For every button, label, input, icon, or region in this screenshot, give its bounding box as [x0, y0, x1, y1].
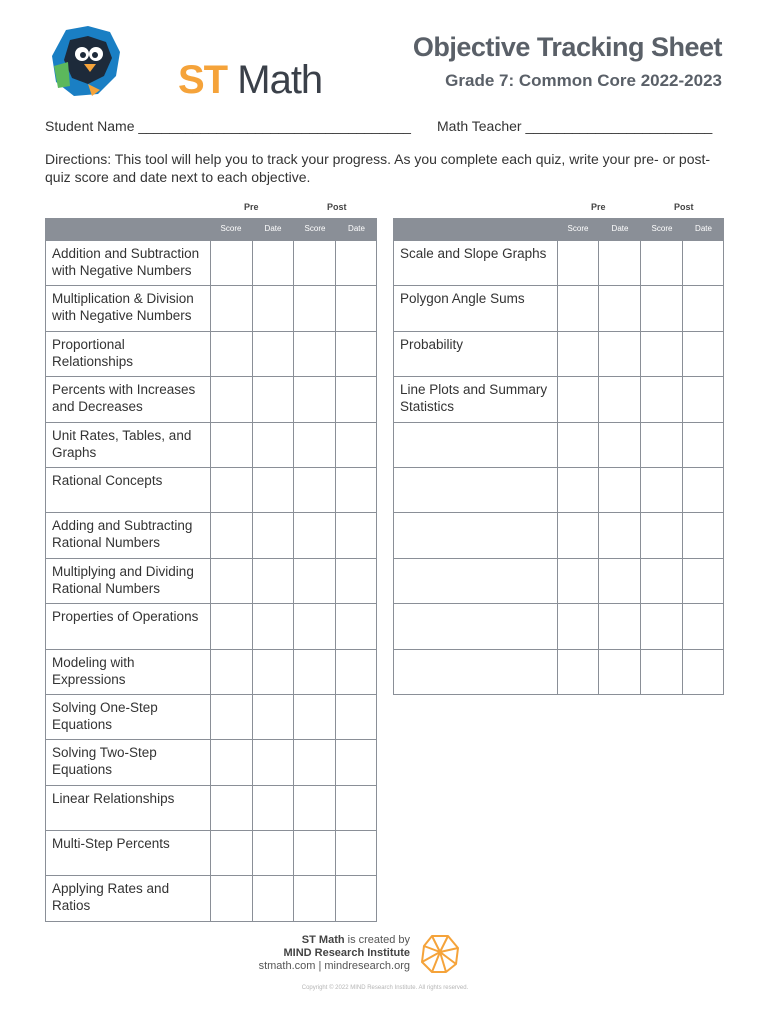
left-post-score-cell[interactable] — [294, 694, 336, 739]
left-row — [46, 604, 377, 649]
right-pre-score-cell[interactable] — [557, 649, 599, 694]
left-objective-label: Linear Relationships — [46, 785, 211, 830]
left-post-date-cell[interactable] — [336, 694, 377, 739]
left-post-score-cell[interactable] — [294, 558, 336, 603]
right-post-score-cell[interactable] — [641, 558, 683, 603]
right-post-score-cell[interactable] — [641, 649, 683, 694]
right-post-date-cell[interactable] — [683, 467, 724, 512]
right-pre-date-cell[interactable] — [599, 513, 641, 558]
left-row — [46, 286, 377, 331]
right-pre-date-cell[interactable] — [599, 286, 641, 331]
right-objective-label — [394, 422, 558, 467]
penguin-mascot-icon — [48, 26, 128, 98]
left-post-date-cell[interactable] — [336, 831, 377, 876]
left-pre-date-cell[interactable] — [252, 649, 294, 694]
left-post-score-cell[interactable] — [294, 604, 336, 649]
page-subtitle: Grade 7: Common Core 2022-2023 — [445, 71, 722, 90]
footer-credit — [250, 934, 410, 973]
right-pre-date-cell[interactable] — [599, 558, 641, 603]
right-objective-label — [394, 604, 558, 649]
left-row — [46, 649, 377, 694]
left-post-score-cell[interactable] — [294, 331, 336, 376]
left-objective-label: Multiplication & Division with Negative Numbers — [46, 286, 211, 331]
right-post-score-cell[interactable] — [641, 331, 683, 376]
left-post-date-cell[interactable] — [336, 649, 377, 694]
right-post-date-label: Date — [695, 224, 712, 233]
math-teacher-field[interactable]: Math Teacher ________________________ — [437, 118, 713, 134]
left-post-date-cell[interactable] — [336, 331, 377, 376]
st-math-logo — [48, 26, 323, 102]
left-post-score-label: Score — [304, 224, 326, 233]
left-objective-label: Multi-Step Percents — [46, 831, 211, 876]
left-pre-score-cell[interactable] — [210, 785, 252, 830]
left-post-date-cell[interactable] — [336, 467, 377, 512]
right-pre-score-cell[interactable] — [557, 331, 599, 376]
left-objective-label: Properties of Operations — [46, 604, 211, 649]
right-objective-label — [394, 558, 558, 603]
mind-brain-logo-icon — [418, 932, 462, 976]
right-post-score-cell[interactable] — [641, 241, 683, 286]
right-pre-date-cell[interactable] — [599, 377, 641, 422]
left-post-score-cell[interactable] — [294, 649, 336, 694]
right-post-score-cell[interactable] — [641, 286, 683, 331]
footer-institute: MIND Research Institute — [283, 947, 410, 959]
left-row — [46, 467, 377, 512]
left-post-date-cell[interactable] — [336, 558, 377, 603]
right-row — [394, 604, 724, 649]
left-post-score-cell[interactable] — [294, 377, 336, 422]
left-post-date-cell[interactable] — [336, 785, 377, 830]
right-post-date-cell[interactable] — [683, 558, 724, 603]
right-row — [394, 649, 724, 694]
right-row — [394, 513, 724, 558]
right-post-score-cell[interactable] — [641, 513, 683, 558]
left-pre-score-cell[interactable] — [210, 286, 252, 331]
right-post-date-cell[interactable] — [683, 422, 724, 467]
brand-wordmark — [178, 60, 322, 100]
right-objective-label: Scale and Slope Graphs — [394, 241, 558, 286]
right-row — [394, 331, 724, 376]
left-row — [46, 785, 377, 830]
left-row — [46, 513, 377, 558]
right-pre-header: Pre — [591, 202, 606, 212]
left-post-score-cell[interactable] — [294, 513, 336, 558]
left-pre-date-cell[interactable] — [252, 377, 294, 422]
right-pre-date-cell[interactable] — [599, 331, 641, 376]
left-post-date-cell[interactable] — [336, 604, 377, 649]
left-pre-date-label: Date — [264, 224, 282, 233]
right-row — [394, 377, 724, 422]
left-pre-date-cell[interactable] — [252, 831, 294, 876]
right-objective-label: Polygon Angle Sums — [394, 286, 558, 331]
left-post-score-cell[interactable] — [294, 831, 336, 876]
left-pre-score-cell[interactable] — [210, 467, 252, 512]
right-pre-date-label: Date — [611, 224, 629, 233]
right-row — [394, 422, 724, 467]
left-pre-date-cell[interactable] — [252, 241, 294, 286]
right-post-date-cell[interactable] — [683, 649, 724, 694]
right-post-score-label: Score — [651, 224, 673, 233]
right-post-date-cell[interactable] — [683, 331, 724, 376]
left-post-score-cell[interactable] — [294, 286, 336, 331]
copyright-text: Copyright © 2022 MIND Research Institute. All rights reserved. — [301, 985, 469, 991]
right-objective-label: Probability — [394, 331, 558, 376]
right-pre-score-cell[interactable] — [557, 241, 599, 286]
right-post-score-cell[interactable] — [641, 604, 683, 649]
page-title: Objective Tracking Sheet — [412, 32, 722, 62]
left-pre-date-cell[interactable] — [252, 785, 294, 830]
directions-text: Directions: This tool will help you to track your progress. As you complete each quiz, write your pre- or post-quiz score and date next to each objective. — [45, 151, 711, 185]
right-row — [394, 558, 724, 603]
brand-math: Math — [237, 58, 323, 102]
left-row — [46, 241, 377, 286]
left-row — [46, 740, 377, 785]
left-pre-score-cell[interactable] — [210, 694, 252, 739]
left-pre-score-cell[interactable] — [210, 876, 252, 921]
left-pre-score-cell[interactable] — [210, 604, 252, 649]
right-post-score-cell[interactable] — [641, 422, 683, 467]
left-objective-table — [45, 240, 377, 922]
left-post-date-cell[interactable] — [336, 241, 377, 286]
footer-links: stmath.com | mindresearch.org — [258, 960, 410, 972]
left-pre-date-cell[interactable] — [252, 286, 294, 331]
left-post-date-cell[interactable] — [336, 740, 377, 785]
right-pre-score-label: Score — [567, 224, 589, 233]
right-objective-label — [394, 513, 558, 558]
right-pre-date-cell[interactable] — [599, 649, 641, 694]
left-post-score-cell[interactable] — [294, 785, 336, 830]
left-post-date-label: Date — [348, 224, 365, 233]
left-post-date-cell[interactable] — [336, 876, 377, 921]
left-objective-label: Multiplying and Dividing Rational Numbers — [46, 558, 211, 603]
left-objective-label: Applying Rates and Ratios — [46, 876, 211, 921]
left-post-date-cell[interactable] — [336, 513, 377, 558]
left-pre-score-cell[interactable] — [210, 377, 252, 422]
left-objective-label: Addition and Subtraction with Negative Numbers — [46, 241, 211, 286]
right-pre-score-cell[interactable] — [557, 422, 599, 467]
left-post-date-cell[interactable] — [336, 286, 377, 331]
right-objective-table — [393, 240, 724, 695]
left-objective-label: Rational Concepts — [46, 467, 211, 512]
left-pre-score-cell[interactable] — [210, 331, 252, 376]
right-row — [394, 241, 724, 286]
left-row — [46, 876, 377, 921]
left-post-score-cell[interactable] — [294, 876, 336, 921]
left-pre-score-cell[interactable] — [210, 649, 252, 694]
left-pre-date-cell[interactable] — [252, 422, 294, 467]
left-pre-score-cell[interactable] — [210, 558, 252, 603]
left-row — [46, 831, 377, 876]
left-row — [46, 422, 377, 467]
right-post-date-cell[interactable] — [683, 241, 724, 286]
right-pre-date-cell[interactable] — [599, 241, 641, 286]
right-post-header: Post — [674, 202, 694, 212]
right-pre-score-cell[interactable] — [557, 604, 599, 649]
left-row — [46, 694, 377, 739]
left-post-date-cell[interactable] — [336, 377, 377, 422]
left-pre-date-cell[interactable] — [252, 331, 294, 376]
footer-brand: ST Math — [301, 934, 345, 946]
footer-created-by: is created by — [344, 934, 410, 946]
right-pre-score-cell[interactable] — [557, 467, 599, 512]
right-pre-date-cell[interactable] — [599, 604, 641, 649]
left-post-date-cell[interactable] — [336, 422, 377, 467]
left-objective-label: Modeling with Expressions — [46, 649, 211, 694]
student-name-field[interactable]: Student Name ___________________________________ — [45, 118, 411, 134]
right-objective-label — [394, 467, 558, 512]
brand-st: ST — [178, 58, 228, 102]
right-row — [394, 286, 724, 331]
left-pre-date-cell[interactable] — [252, 513, 294, 558]
left-row — [46, 331, 377, 376]
right-pre-score-cell[interactable] — [557, 558, 599, 603]
left-objective-label: Percents with Increases and Decreases — [46, 377, 211, 422]
left-post-score-cell[interactable] — [294, 422, 336, 467]
right-post-score-cell[interactable] — [641, 377, 683, 422]
left-post-header: Post — [327, 202, 347, 212]
left-objective-label: Solving Two-Step Equations — [46, 740, 211, 785]
left-pre-score-cell[interactable] — [210, 740, 252, 785]
left-post-score-cell[interactable] — [294, 241, 336, 286]
right-post-date-cell[interactable] — [683, 604, 724, 649]
right-post-date-cell[interactable] — [683, 513, 724, 558]
right-pre-score-cell[interactable] — [557, 377, 599, 422]
left-objective-label: Solving One-Step Equations — [46, 694, 211, 739]
left-post-score-cell[interactable] — [294, 740, 336, 785]
left-objective-label: Adding and Subtracting Rational Numbers — [46, 513, 211, 558]
left-pre-date-cell[interactable] — [252, 467, 294, 512]
left-pre-score-cell[interactable] — [210, 513, 252, 558]
left-objective-label: Unit Rates, Tables, and Graphs — [46, 422, 211, 467]
right-pre-date-cell[interactable] — [599, 422, 641, 467]
right-objective-label: Line Plots and Summary Statistics — [394, 377, 558, 422]
right-row — [394, 467, 724, 512]
left-pre-date-cell[interactable] — [252, 558, 294, 603]
left-pre-score-cell[interactable] — [210, 831, 252, 876]
right-pre-score-cell[interactable] — [557, 286, 599, 331]
right-post-date-cell[interactable] — [683, 377, 724, 422]
left-pre-score-cell[interactable] — [210, 241, 252, 286]
right-pre-score-cell[interactable] — [557, 513, 599, 558]
left-pre-date-cell[interactable] — [252, 740, 294, 785]
left-row — [46, 377, 377, 422]
left-pre-date-cell[interactable] — [252, 876, 294, 921]
left-pre-score-label: Score — [220, 224, 242, 233]
left-pre-date-cell[interactable] — [252, 604, 294, 649]
left-objective-label: Proportional Relationships — [46, 331, 211, 376]
left-pre-header: Pre — [244, 202, 259, 212]
left-row — [46, 558, 377, 603]
right-pre-date-cell[interactable] — [599, 467, 641, 512]
left-post-score-cell[interactable] — [294, 467, 336, 512]
left-pre-date-cell[interactable] — [252, 694, 294, 739]
right-objective-label — [394, 649, 558, 694]
right-post-date-cell[interactable] — [683, 286, 724, 331]
left-pre-score-cell[interactable] — [210, 422, 252, 467]
right-post-score-cell[interactable] — [641, 467, 683, 512]
